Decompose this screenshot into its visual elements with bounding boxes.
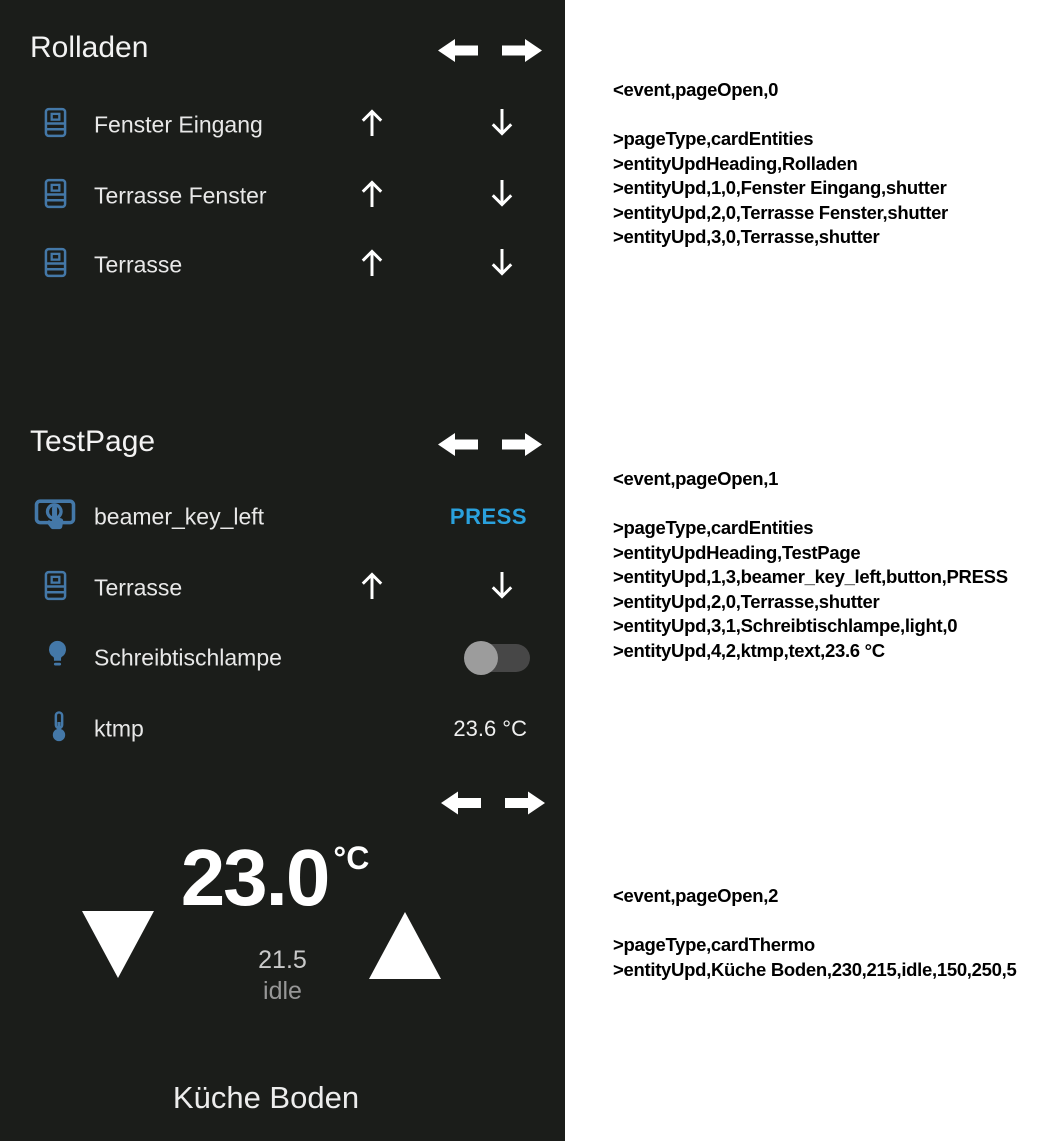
log-line: >entityUpd,3,0,Terrasse,shutter [613,226,880,247]
shutter-down-button[interactable] [487,107,517,144]
entity-row-terrasse-testpage [0,566,565,610]
entity-name: beamer_key_left [94,503,265,530]
entity-row-terrasse-fenster [0,174,565,218]
entity-row-fenster-eingang [0,103,565,147]
shutter-up-button[interactable] [357,247,387,284]
log-line: >entityUpd,2,0,Terrasse,shutter [613,590,880,612]
log-line: >entityUpdHeading,TestPage [613,541,861,563]
shutter-down-button[interactable] [487,570,517,607]
temperature-value: 23.6 °C [453,716,527,741]
light-toggle-switch-off[interactable] [464,641,530,675]
log-line: >entityUpd,2,0,Terrasse Fenster,shutter [613,201,948,223]
entity-row-beamer-key-left [0,495,565,539]
window-shutter-icon [44,570,67,606]
gesture-tap-button-icon [34,496,76,538]
log-line: >pageType,cardThermo [613,934,815,955]
log-block-page-2 [613,884,1016,982]
nav-left-arrow-button[interactable] [438,431,478,458]
nav-left-arrow-button[interactable] [438,37,478,64]
page-title-testpage: TestPage [30,425,156,458]
entity-name: Terrasse [94,251,183,278]
target-temperature-value: 21.5 [258,946,307,974]
window-shutter-icon [44,178,67,214]
nav-right-arrow-button[interactable] [502,431,542,458]
log-line: >entityUpd,1,0,Fenster Eingang,shutter [613,177,947,198]
shutter-up-button[interactable] [357,570,387,607]
window-shutter-icon [44,247,67,283]
log-line: >entityUpd,Küche Boden,230,215,idle,150,250,5 [613,958,1017,980]
toggle-knob [464,641,498,675]
log-line: >pageType,cardEntities [613,128,814,149]
shutter-down-button[interactable] [487,178,517,215]
hvac-state-label: idle [263,977,302,1005]
entity-name: Terrasse Fenster [94,182,267,209]
log-event-line: <event,pageOpen,2 [613,885,779,906]
thermometer-icon [50,710,68,748]
nav-right-arrow-button[interactable] [505,789,545,817]
temperature-unit: °C [333,840,370,876]
entity-name: Fenster Eingang [94,111,263,138]
log-block-page-0 [613,78,948,250]
log-line: >entityUpd,3,1,Schreibtischlampe,light,0 [613,615,958,636]
shutter-up-button[interactable] [357,107,387,144]
log-line: >pageType,cardEntities [613,517,814,538]
current-temperature-value: 23.0 [180,833,329,922]
page-nav-testpage [438,431,542,458]
window-shutter-icon [44,107,67,143]
shutter-up-button[interactable] [357,178,387,215]
log-line: >entityUpdHeading,Rolladen [613,152,858,174]
page-title-rolladen: Rolladen [30,31,149,64]
log-block-page-1 [613,467,1008,663]
page-nav-rolladen [438,37,542,64]
log-event-line: <event,pageOpen,1 [613,468,779,489]
log-line: >entityUpd,1,3,beamer_key_left,button,PRESS [613,566,1008,587]
thermostat-name: Küche Boden [172,1080,360,1115]
entity-name: Terrasse [94,574,183,601]
entity-name: ktmp [94,715,144,742]
log-line: >entityUpd,4,2,ktmp,text,23.6 °C [613,639,885,661]
current-temperature-display [0,833,550,922]
press-button[interactable]: PRESS [449,504,527,529]
nav-left-arrow-button[interactable] [441,789,481,817]
entity-row-schreibtischlampe [0,636,565,680]
entity-name: Schreibtischlampe [94,644,282,671]
nav-right-arrow-button[interactable] [502,37,542,64]
page-nav-thermo [441,789,545,817]
entity-row-ktmp [0,707,565,751]
lightbulb-icon [45,639,70,678]
entity-row-terrasse [0,243,565,287]
log-event-line: <event,pageOpen,0 [613,79,779,100]
shutter-down-button[interactable] [487,247,517,284]
